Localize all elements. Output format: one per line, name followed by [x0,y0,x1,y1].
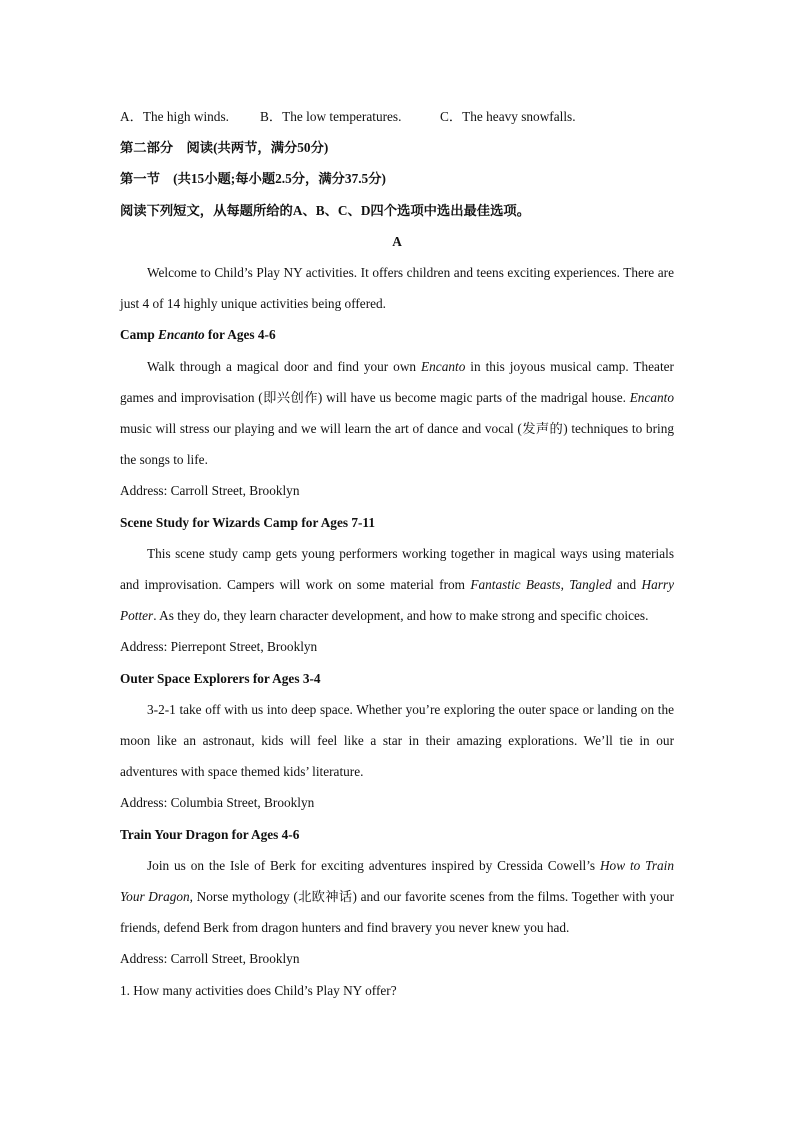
camp-title-italic: Encanto [158,327,205,343]
camp-dragon-address: Address: Carroll Street, Brooklyn [120,951,300,967]
camp-space-title: Outer Space Explorers for Ages 3-4 [120,670,321,686]
body-text: , Norse mythology (北欧神话) and our favorite scenes from the films. Together with your friends, defend Berk from dragon hunters and find bravery you never knew you had. [120,889,674,936]
body-italic: Encanto [629,389,674,405]
camp-space-address: Address: Columbia Street, Brooklyn [120,795,315,811]
body-text: in this joyous musical camp. Theater games and improvisation (即兴创作) will have us become magic parts of the madrigal house. [120,358,674,405]
camp-wizards-title: Scene Study for Wizards Camp for Ages 7-11 [120,514,375,530]
option-b: B．The low temperatures. [260,109,402,124]
camp-dragon-title: Train Your Dragon for Ages 4-6 [120,826,300,842]
camp-title-text: for Ages 4-6 [204,327,276,343]
body-italic: Encanto [421,358,466,374]
camp-wizards-description [120,538,674,632]
body-italic: Fantastic Beasts [470,576,561,592]
body-text: music will stress our playing and we will learn the art of dance and vocal (发声的) techniques to bring the songs to life. [120,420,674,468]
camp-wizards-address: Address: Pierrepont Street, Brooklyn [120,639,318,655]
camp-space-description: 3-2-1 take off with us into deep space. Whether you’re exploring the outer space or landing on the moon like an astronaut, kids will feel like a star in their amazing explorations. We’ll tie in our adventures with space themed kids’ literature. [120,701,674,780]
body-text: Join us on the Isle of Berk for exciting adventures inspired by Cressida Cowell’s [147,857,600,873]
question-1: 1. How many activities does Child’s Play NY offer? [120,982,397,998]
camp-encanto-address: Address: Carroll Street, Brooklyn [120,483,300,499]
camp-title-text: Camp [120,327,159,343]
passage-label: A [392,233,402,249]
body-text: Walk through a magical door and find your own [147,358,422,374]
body-text: . As they do, they learn character development, and how to make strong and specific choices. [153,608,649,624]
intro-paragraph: Welcome to Child’s Play NY activities. It offers children and teens exciting experiences. There are just 4 of 14 highly unique activities being offered. [120,264,674,312]
body-italic: How to Train Your Dragon [120,857,674,904]
page-content [120,101,674,1006]
body-text: This scene study camp gets young performers working together in magical ways using materials and improvisation. Campers will work on some material from [120,545,674,592]
option-c: C．The heavy snowfalls. [440,109,576,124]
camp-encanto-description [120,351,674,476]
section-part2-heading: 第二部分 阅读(共两节，满分50分) [120,140,329,156]
body-text: , [560,576,570,592]
camp-encanto-title [120,319,674,350]
body-italic: Harry Potter [120,576,674,624]
instructions: 阅读下列短文，从每题所给的A、B、C、D四个选项中选出最佳选项。 [120,202,530,218]
camp-dragon-description [120,850,674,944]
body-italic: Tangled [569,576,612,592]
section-1-heading: 第一节 (共15小题;每小题2.5分，满分37.5分) [120,171,386,187]
option-a: A．The high winds. [120,109,229,124]
answer-options [120,101,674,132]
body-text: and [611,576,642,592]
